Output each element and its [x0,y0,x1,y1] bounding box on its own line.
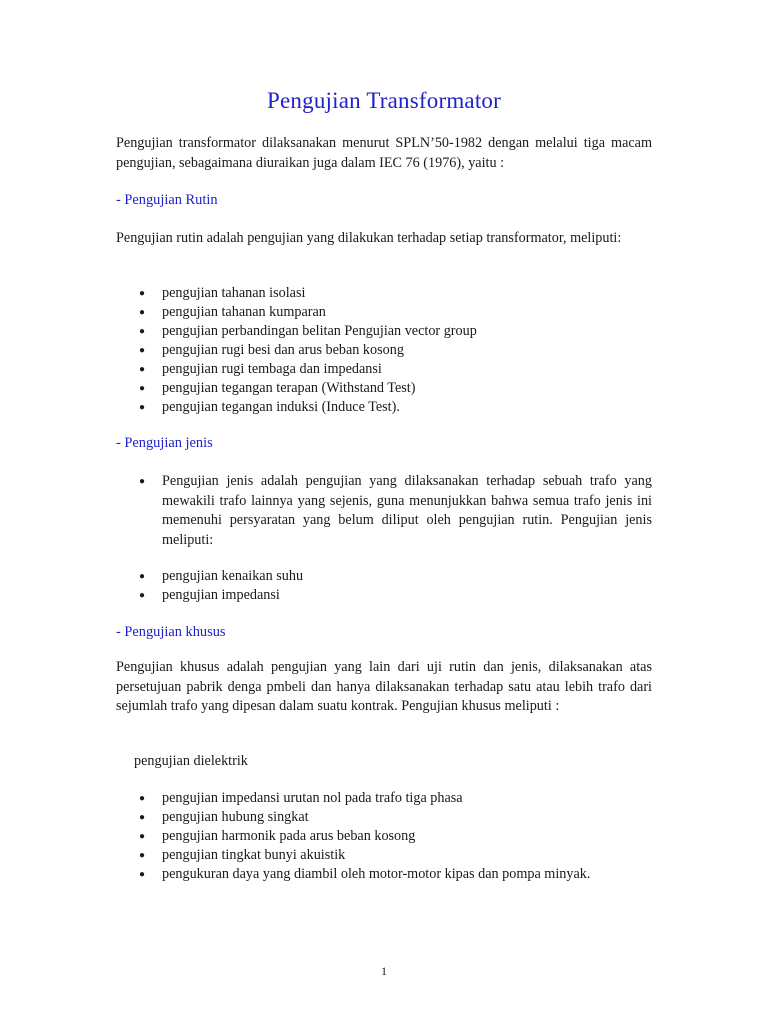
bullet-icon: ● [139,364,146,375]
section-jenis-bullet [116,472,652,550]
bullet-icon: ● [139,590,146,601]
list-item: ● pengujian tahanan isolasi [139,285,306,301]
section-khusus-sublabel: pengujian dielektrik [134,753,248,769]
intro-paragraph: Pengujian transformator dilaksanakan menurut SPLN’50-1982 dengan melalui tiga macam pengujian, sebagaimana diuraikan juga dalam IEC 76 (1976), yaitu : [116,135,652,171]
list-item: ● pengujian rugi besi dan arus beban kosong [139,342,404,358]
bullet-icon: ● [139,850,146,861]
list-item: ● pengujian tingkat bunyi akuistik [139,847,346,863]
list-item: ● pengujian perbandingan belitan Pengujian vector group [139,323,477,339]
bullet-icon: ● [139,793,146,804]
section-rutin-text: Pengujian rutin adalah pengujian yang dilakukan terhadap setiap transformator, meliputi: [116,230,622,246]
section-jenis-heading: - Pengujian jenis [116,435,213,451]
section-khusus-list [116,789,656,884]
list-item: ● pengujian rugi tembaga dan impedansi [139,361,382,377]
bullet-icon: ● [139,869,146,880]
section-jenis-list [116,567,656,605]
bullet-icon: ● [139,402,146,413]
section-khusus-heading: - Pengujian khusus [116,624,226,640]
section-khusus-text: Pengujian khusus adalah pengujian yang lain dari uji rutin dan jenis, dilaksanakan atas persetujuan pabrik denga pmbeli dan hanya dilaksanakan terhadap satu atau lebih trafo dari sejumlah trafo yang dipesan dalam suatu kontrak. Pengujian khusus meliputi : [116,659,652,714]
list-item: ● pengujian tahanan kumparan [139,304,326,320]
document-title: Pengujian Transformator [267,88,501,113]
list-item: ● pengujian kenaikan suhu [139,568,304,584]
page-number: 1 [381,964,387,978]
bullet-icon: ● [139,571,146,582]
bullet-icon: ● [139,476,146,487]
list-item: ● pengujian harmonik pada arus beban kosong [139,828,416,844]
bullet-icon: ● [139,831,146,842]
list-item: ● pengujian impedansi [139,587,280,603]
bullet-icon: ● [139,326,146,337]
list-item: ● pengukuran daya yang diambil oleh motor-motor kipas dan pompa minyak. [139,866,591,882]
list-item: ● pengujian tegangan terapan (Withstand Test) [139,380,416,396]
list-item: ● pengujian impedansi urutan nol pada trafo tiga phasa [139,790,463,806]
section-rutin-heading: - Pengujian Rutin [116,192,218,208]
bullet-icon: ● [139,812,146,823]
list-item: ● pengujian tegangan induksi (Induce Test). [139,399,400,415]
bullet-icon: ● [139,307,146,318]
section-rutin-list [116,284,656,417]
section-jenis-text: Pengujian jenis adalah pengujian yang dilaksanakan terhadap sebuah trafo yang mewakili trafo lainnya yang sejenis, guna menunjukkan bahwa semua trafo jenis ini memenuhi persyaratan yang belum diliput oleh pengujian rutin. Pengujian jenis meliputi: [162,473,652,548]
list-item: ● pengujian hubung singkat [139,809,309,825]
bullet-icon: ● [139,345,146,356]
bullet-icon: ● [139,383,146,394]
bullet-icon: ● [139,288,146,299]
